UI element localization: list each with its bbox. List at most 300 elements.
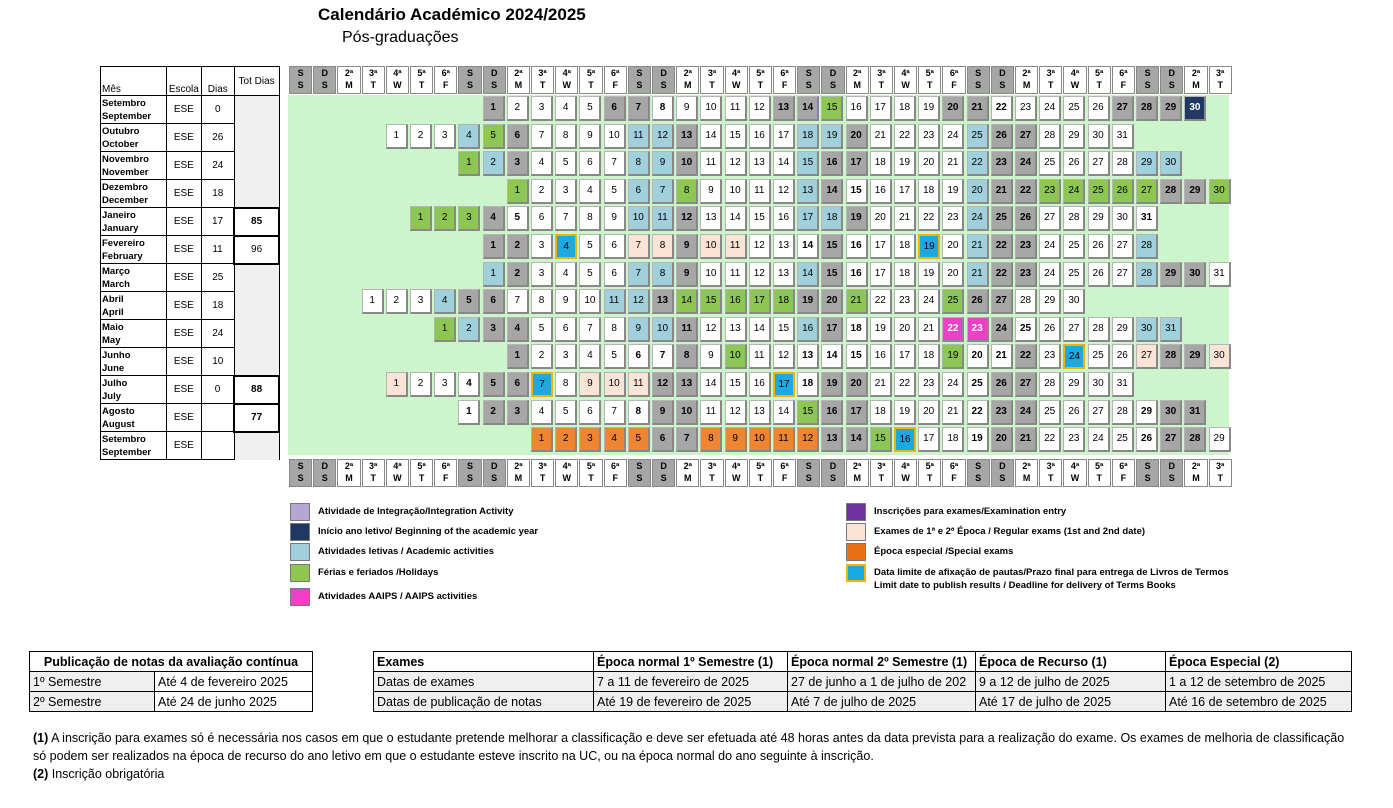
weekday-header-cell: 2ª M (1184, 66, 1207, 94)
day-cell: 10 (628, 206, 650, 231)
day-cell: 24 (1063, 179, 1085, 204)
day-cell: 30 (1088, 124, 1110, 149)
month-dias: 25 (201, 264, 234, 292)
month-row (101, 180, 280, 208)
day-cell: 26 (1112, 344, 1134, 369)
day-cell: 3 (507, 400, 529, 425)
day-cell: 10 (604, 124, 626, 149)
day-cell: 18 (894, 234, 916, 259)
exams-header: Época normal 2º Semestre (1) (788, 652, 976, 672)
weekday-header-cell: 4ª W (725, 66, 748, 94)
day-cell: 24 (942, 372, 964, 397)
day-cell: 16 (749, 124, 771, 149)
day-cell: 20 (894, 317, 916, 342)
month-tot-dias (234, 348, 279, 376)
day-cell: 12 (773, 344, 795, 369)
day-cell: 14 (676, 289, 698, 314)
day-cell: 22 (870, 289, 892, 314)
day-cell: 21 (967, 96, 989, 121)
day-cell: 28 (1088, 317, 1110, 342)
grades-row-label: 1º Semestre (30, 672, 155, 692)
day-cell: 18 (894, 96, 916, 121)
day-cell: 31 (1112, 372, 1134, 397)
day-cell: 6 (531, 206, 553, 231)
legend-label: Época especial /Special exams (874, 546, 1014, 557)
weekday-header-cell: 5ª T (579, 66, 602, 94)
day-cell: 26 (991, 124, 1013, 149)
day-cell: 8 (628, 400, 650, 425)
day-cell: 17 (870, 96, 892, 121)
day-cell: 18 (797, 372, 819, 397)
day-cell: 6 (483, 289, 505, 314)
day-cell: 9 (555, 289, 577, 314)
day-cell: 31 (1184, 400, 1206, 425)
day-cell: 16 (725, 289, 747, 314)
day-cell: 10 (579, 289, 601, 314)
month-name: Abril April (101, 292, 167, 320)
exams-cell: Datas de publicação de notas (374, 692, 594, 712)
weekday-header-cell: 3ª T (870, 459, 893, 487)
day-cell: 7 (555, 206, 577, 231)
month-escola: ESE (166, 236, 201, 264)
day-cell: 12 (773, 179, 795, 204)
month-dias: 26 (201, 124, 234, 152)
day-cell: 10 (700, 96, 722, 121)
legend-swatch (846, 503, 866, 521)
weekday-header-cell: D S (313, 66, 336, 94)
day-cell: 22 (894, 372, 916, 397)
month-escola: ESE (166, 376, 201, 404)
day-cell: 9 (579, 372, 601, 397)
day-cell: 9 (652, 151, 674, 176)
day-cell: 13 (749, 400, 771, 425)
day-cell: 5 (507, 206, 529, 231)
month-escola: ESE (166, 208, 201, 236)
weekday-header-cell: 2ª M (1015, 459, 1038, 487)
month-row (101, 152, 280, 180)
month-tot-dias (234, 292, 279, 320)
day-cell: 3 (579, 427, 601, 452)
day-cell: 3 (434, 124, 456, 149)
day-cell: 20 (967, 344, 989, 369)
day-cell: 28 (1112, 400, 1134, 425)
day-cell: 21 (991, 179, 1013, 204)
month-dias: 17 (201, 208, 234, 236)
day-cell: 6 (507, 124, 529, 149)
day-cell: 20 (918, 151, 940, 176)
exams-cell: Até 16 de setembro de 2025 (1166, 692, 1352, 712)
day-cell: 14 (773, 151, 795, 176)
month-escola: ESE (166, 124, 201, 152)
day-cell: 29 (1136, 400, 1158, 425)
day-cell: 16 (821, 400, 843, 425)
day-cell: 12 (725, 151, 747, 176)
weekday-header-cell: 6ª F (1112, 66, 1135, 94)
day-cell: 16 (870, 179, 892, 204)
month-dias: 0 (201, 96, 234, 124)
day-cell: 20 (821, 289, 843, 314)
weekday-header-cell: 3ª T (531, 459, 554, 487)
day-cell: 8 (700, 427, 722, 452)
weekday-header-cell: 4ª W (894, 459, 917, 487)
day-cell: 8 (604, 317, 626, 342)
day-cell: 1 (410, 206, 432, 231)
day-cell: 4 (579, 179, 601, 204)
day-cell: 15 (797, 151, 819, 176)
weekday-header-cell: 3ª T (1039, 66, 1062, 94)
day-cell: 7 (628, 234, 650, 259)
day-cell: 10 (676, 400, 698, 425)
day-cell: 17 (918, 427, 940, 452)
day-cell: 21 (1015, 427, 1037, 452)
day-cell: 22 (991, 234, 1013, 259)
weekday-header-cell: 3ª T (1209, 66, 1232, 94)
day-cell: 2 (531, 179, 553, 204)
weekday-header-cell: 2ª M (337, 66, 360, 94)
month-row (101, 404, 280, 432)
day-cell: 9 (579, 124, 601, 149)
day-cell: 19 (821, 124, 843, 149)
day-cell: 3 (458, 206, 480, 231)
weekday-header-cell: D S (1160, 66, 1183, 94)
day-cell: 29 (1136, 151, 1158, 176)
day-cell: 26 (1039, 317, 1061, 342)
weekday-header-cell: 3ª T (700, 459, 723, 487)
day-cell: 20 (846, 372, 868, 397)
weekday-header-cell: 4ª W (1063, 66, 1086, 94)
exams-cell: 27 de junho a 1 de julho de 202 (788, 672, 976, 692)
day-cell: 17 (846, 400, 868, 425)
page-subtitle: Pós-graduações (342, 29, 459, 46)
day-cell: 30 (1112, 206, 1134, 231)
weekday-header-cell: D S (821, 66, 844, 94)
day-cell: 24 (991, 317, 1013, 342)
month-escola: ESE (166, 320, 201, 348)
grades-row-value: Até 24 de junho 2025 (155, 692, 313, 712)
month-name: Agosto August (101, 404, 167, 432)
weekday-header-cell: 2ª M (676, 66, 699, 94)
day-cell: 25 (942, 289, 964, 314)
weekday-header-cell: 6ª F (942, 459, 965, 487)
weekday-header-cell: S S (1136, 459, 1159, 487)
month-tot-dias (234, 264, 279, 292)
day-cell: 8 (555, 124, 577, 149)
day-cell: 11 (773, 427, 795, 452)
day-cell: 16 (846, 234, 868, 259)
day-cell: 30 (1136, 317, 1158, 342)
day-cell: 14 (821, 179, 843, 204)
day-cell: 4 (458, 372, 480, 397)
day-cell: 20 (991, 427, 1013, 452)
day-cell: 19 (942, 179, 964, 204)
month-row (101, 124, 280, 152)
day-cell: 8 (628, 151, 650, 176)
weekday-header-cell: 2ª M (846, 459, 869, 487)
exams-header: Época normal 1º Semestre (1) (594, 652, 788, 672)
day-cell: 10 (700, 234, 722, 259)
day-cell: 23 (1015, 262, 1037, 287)
day-cell: 10 (604, 372, 626, 397)
day-cell: 28 (1136, 96, 1158, 121)
month-tot-dias (234, 152, 279, 180)
day-cell: 28 (1160, 179, 1182, 204)
day-cell: 22 (1015, 344, 1037, 369)
month-escola: ESE (166, 96, 201, 124)
day-cell: 26 (991, 372, 1013, 397)
day-cell: 2 (507, 234, 529, 259)
day-cell: 15 (773, 317, 795, 342)
legend-swatch (290, 543, 310, 561)
day-cell: 19 (870, 317, 892, 342)
day-cell: 11 (749, 179, 771, 204)
day-cell: 19 (846, 206, 868, 231)
day-cell: 15 (821, 262, 843, 287)
day-cell: 15 (725, 124, 747, 149)
day-cell: 4 (531, 151, 553, 176)
footnote-2-text: Inscrição obrigatória (48, 767, 165, 781)
day-cell: 20 (967, 179, 989, 204)
day-cell: 13 (797, 344, 819, 369)
day-cell: 17 (846, 151, 868, 176)
day-cell: 22 (1015, 179, 1037, 204)
month-dias: 18 (201, 180, 234, 208)
legend-label: Atividades AAIPS / AAIPS activities (318, 591, 478, 602)
day-cell: 20 (942, 234, 964, 259)
day-cell: 19 (918, 96, 940, 121)
day-cell: 28 (1184, 427, 1206, 452)
day-cell: 24 (1088, 427, 1110, 452)
day-cell: 2 (555, 427, 577, 452)
weekday-header-cell: 2ª M (507, 66, 530, 94)
weekday-header-cell: S S (628, 66, 651, 94)
day-cell: 25 (1112, 427, 1134, 452)
weekday-header-cell: 3ª T (870, 66, 893, 94)
day-cell: 7 (579, 317, 601, 342)
day-cell: 2 (458, 317, 480, 342)
day-cell: 8 (531, 289, 553, 314)
weekday-header-cell: 4ª W (386, 459, 409, 487)
day-cell: 23 (918, 372, 940, 397)
day-cell: 6 (628, 179, 650, 204)
weekday-header-cell: S S (458, 66, 481, 94)
footnote-2-tag: (2) (33, 767, 49, 781)
day-cell: 5 (579, 262, 601, 287)
weekday-header-cell: 4ª W (725, 459, 748, 487)
day-cell: 9 (676, 96, 698, 121)
day-cell: 16 (846, 262, 868, 287)
day-cell: 24 (918, 289, 940, 314)
weekday-header-cell: 6ª F (434, 459, 457, 487)
day-cell: 17 (749, 289, 771, 314)
day-cell: 9 (676, 262, 698, 287)
weekday-header-cell: D S (991, 459, 1014, 487)
month-row (101, 376, 280, 404)
month-row (101, 264, 280, 292)
weekday-header-cell: 2ª M (337, 459, 360, 487)
day-cell: 12 (797, 427, 819, 452)
day-cell: 23 (1039, 344, 1061, 369)
day-cell: 15 (821, 234, 843, 259)
day-cell: 2 (483, 151, 505, 176)
day-cell: 15 (870, 427, 892, 452)
day-cell: 15 (846, 179, 868, 204)
day-cell: 30 (1063, 289, 1085, 314)
header-mes: Mês (101, 67, 167, 96)
day-cell: 29 (1209, 427, 1231, 452)
month-row (101, 320, 280, 348)
day-cell: 2 (410, 124, 432, 149)
weekday-header-cell: 2ª M (507, 459, 530, 487)
day-cell: 18 (821, 206, 843, 231)
day-cell: 26 (1015, 206, 1037, 231)
day-cell: 18 (894, 262, 916, 287)
day-cell: 8 (652, 262, 674, 287)
day-cell: 26 (1088, 262, 1110, 287)
day-cell: 6 (604, 262, 626, 287)
day-cell: 13 (725, 317, 747, 342)
day-cell: 25 (967, 372, 989, 397)
day-cell: 11 (725, 262, 747, 287)
weekday-header-cell: S S (797, 459, 820, 487)
day-cell: 11 (604, 289, 626, 314)
month-escola: ESE (166, 348, 201, 376)
month-row (101, 348, 280, 376)
day-cell: 7 (652, 179, 674, 204)
day-cell: 8 (676, 344, 698, 369)
day-cell: 16 (797, 317, 819, 342)
day-cell: 17 (894, 344, 916, 369)
day-cell: 26 (1112, 179, 1134, 204)
day-cell: 25 (967, 124, 989, 149)
grades-row-label: 2º Semestre (30, 692, 155, 712)
legend-label: Atividades letivas / Academic activities (318, 546, 495, 557)
day-cell: 17 (894, 179, 916, 204)
calendar-grid (288, 95, 1229, 455)
footnote-1-text: A inscrição para exames só é necessária nos casos em que o estudante pretende melhorar a classificação e deve ser efetuada até 48 horas antes da data prevista para a realização do exame. Os exames de melhoria de classificação só podem ser realizados na época de recurso do ano letivo em que o estudante esteve inscrito na UC, ou na época normal do ano seguinte à inscrição. (33, 731, 1345, 763)
day-cell: 23 (1063, 427, 1085, 452)
day-cell: 28 (1112, 151, 1134, 176)
month-escola: ESE (166, 432, 201, 460)
day-cell: 27 (1063, 317, 1085, 342)
day-cell: 10 (725, 344, 747, 369)
day-cell: 5 (628, 427, 650, 452)
day-cell: 22 (967, 400, 989, 425)
day-cell: 4 (458, 124, 480, 149)
day-cell: 27 (1136, 344, 1158, 369)
day-cell: 4 (531, 400, 553, 425)
day-cell: 10 (725, 179, 747, 204)
month-dias: 10 (201, 348, 234, 376)
day-cell: 21 (991, 344, 1013, 369)
exams-header: Época de Recurso (1) (976, 652, 1166, 672)
legend-label: Atividade de Integração/Integration Activity (318, 506, 514, 517)
day-cell: 3 (555, 179, 577, 204)
day-cell: 21 (967, 262, 989, 287)
day-cell: 30 (1088, 372, 1110, 397)
day-cell: 28 (1039, 124, 1061, 149)
day-cell: 21 (870, 372, 892, 397)
day-cell: 27 (1088, 400, 1110, 425)
day-cell: 4 (555, 96, 577, 121)
day-cell: 24 (967, 206, 989, 231)
weekday-header-cell: 3ª T (1209, 459, 1232, 487)
day-cell: 2 (531, 344, 553, 369)
day-cell: 23 (991, 400, 1013, 425)
day-cell: 19 (942, 344, 964, 369)
day-cell: 20 (918, 400, 940, 425)
month-escola: ESE (166, 404, 201, 432)
day-cell: 23 (1039, 179, 1061, 204)
month-tot-dias (234, 96, 279, 124)
day-cell: 6 (507, 372, 529, 397)
exams-cell: Até 7 de julho de 2025 (788, 692, 976, 712)
day-cell: 30 (1160, 151, 1182, 176)
day-cell: 4 (507, 317, 529, 342)
day-cell: 6 (652, 427, 674, 452)
weekday-header-cell: D S (483, 66, 506, 94)
weekday-header-cell: 3ª T (362, 459, 385, 487)
day-cell: 29 (1063, 372, 1085, 397)
day-cell: 27 (1015, 372, 1037, 397)
exams-cell: Datas de exames (374, 672, 594, 692)
month-row (101, 236, 280, 264)
weekday-header-cell: 5ª T (579, 459, 602, 487)
weekday-header-cell: 2ª M (1015, 66, 1038, 94)
day-cell: 4 (579, 344, 601, 369)
day-cell: 31 (1209, 262, 1231, 287)
day-cell: 22 (918, 206, 940, 231)
weekday-header-cell: S S (289, 66, 312, 94)
header-dias: Dias (201, 67, 234, 96)
day-cell: 24 (1039, 96, 1061, 121)
day-cell: 23 (1015, 96, 1037, 121)
legend-swatch (846, 523, 866, 541)
month-escola: ESE (166, 152, 201, 180)
day-cell: 12 (652, 124, 674, 149)
day-cell: 29 (1184, 179, 1206, 204)
day-cell: 1 (434, 317, 456, 342)
day-cell: 21 (870, 124, 892, 149)
day-cell: 25 (1015, 317, 1037, 342)
day-cell: 24 (942, 124, 964, 149)
day-cell: 14 (797, 262, 819, 287)
day-cell: 21 (967, 234, 989, 259)
day-cell: 2 (507, 262, 529, 287)
grades-row-value: Até 4 de fevereiro 2025 (155, 672, 313, 692)
day-cell: 12 (700, 317, 722, 342)
legend-label: Inscrições para exames/Examination entry (874, 506, 1067, 517)
month-tot-dias (234, 432, 279, 460)
weekday-header-cell: 5ª T (918, 66, 941, 94)
exams-table (373, 651, 1352, 712)
day-cell: 27 (1112, 262, 1134, 287)
weekday-header-cell: 5ª T (410, 459, 433, 487)
day-cell: 10 (700, 262, 722, 287)
month-row (101, 292, 280, 320)
day-cell: 18 (846, 317, 868, 342)
day-cell: 29 (1088, 206, 1110, 231)
day-cell: 3 (555, 344, 577, 369)
month-name: Maio May (101, 320, 167, 348)
day-cell: 28 (1136, 234, 1158, 259)
day-cell: 3 (483, 317, 505, 342)
day-cell: 25 (1039, 400, 1061, 425)
exams-cell: 1 a 12 de setembro de 2025 (1166, 672, 1352, 692)
day-cell: 16 (773, 206, 795, 231)
legend-swatch (290, 503, 310, 521)
weekday-header-cell: D S (991, 66, 1014, 94)
day-cell: 7 (604, 151, 626, 176)
